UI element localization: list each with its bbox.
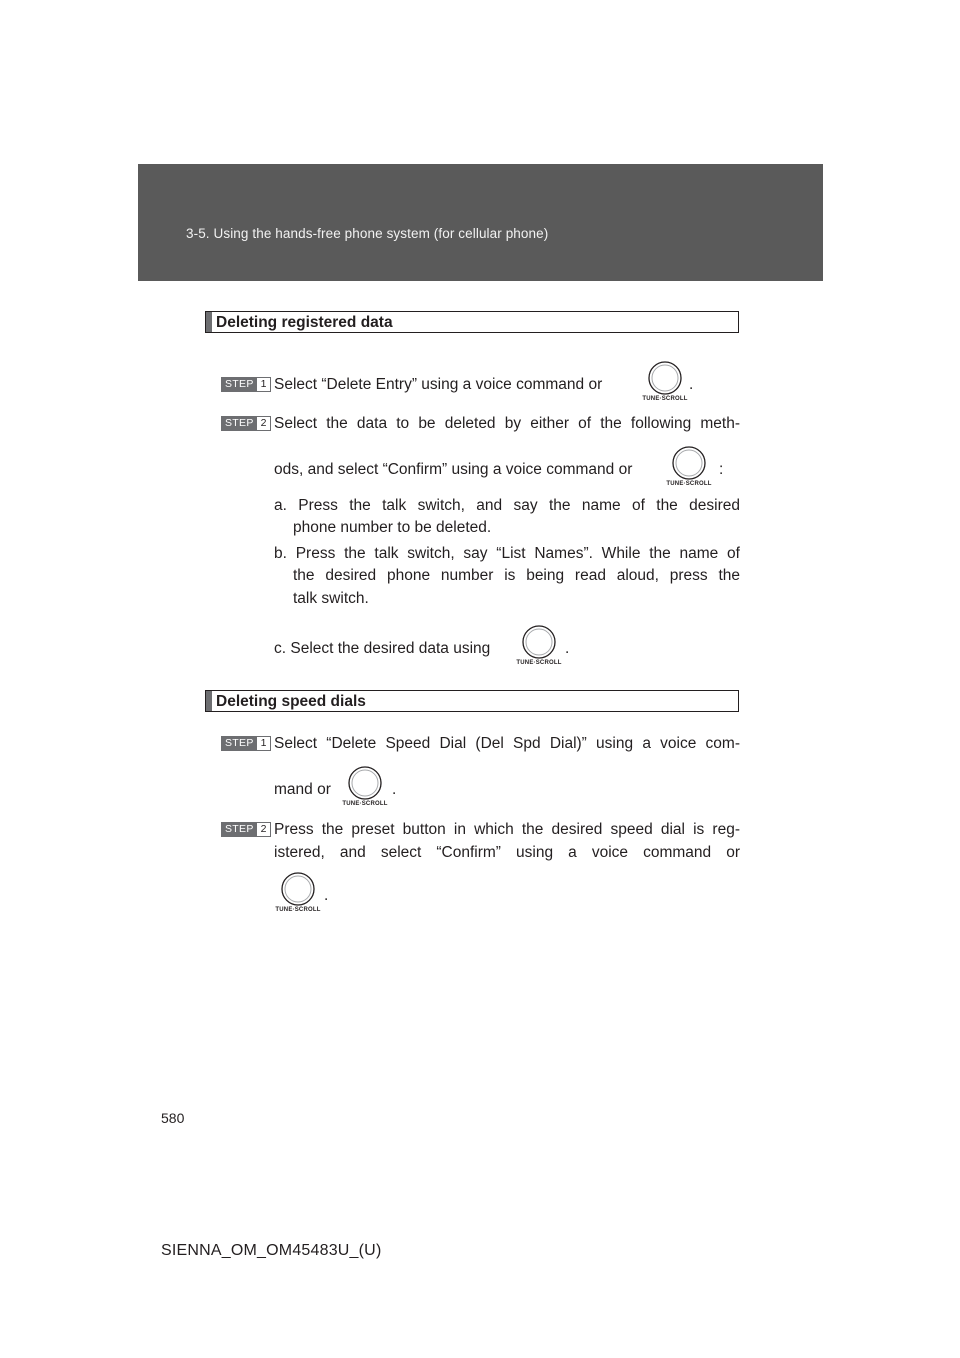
list-item-a-continued: phone number to be deleted.: [293, 519, 492, 536]
step-badge-word: STEP: [222, 378, 257, 391]
section-title: Deleting speed dials: [216, 693, 366, 710]
knob-label: TUNE·SCROLL: [642, 396, 688, 402]
section-title: Deleting registered data: [216, 314, 393, 331]
list-item-b-continued: talk switch.: [293, 590, 369, 607]
step-text-end: .: [689, 376, 694, 393]
tune-scroll-knob-icon: [514, 625, 564, 671]
step-badge-1: [221, 377, 271, 392]
tune-scroll-knob-icon: [664, 446, 714, 492]
knob-label: TUNE·SCROLL: [516, 660, 562, 666]
step-text: istered, and select “Confirm” using a voice command or: [274, 844, 740, 861]
chapter-title: 3-5. Using the hands-free phone system (for cellular phone): [186, 226, 549, 241]
section-heading-accent: [206, 312, 212, 332]
step-text-end: .: [392, 781, 397, 798]
page-number: 580: [161, 1110, 185, 1126]
step-text: ods, and select “Confirm” using a voice command or: [274, 461, 633, 478]
step-text: Select “Delete Speed Dial (Del Spd Dial)” using a voice com-: [274, 735, 740, 752]
step-badge-2: [221, 416, 271, 431]
list-item-c: c. Select the desired data using: [274, 640, 491, 657]
tune-scroll-knob-icon: [640, 361, 690, 407]
list-item-c-end: .: [565, 640, 570, 657]
step-text: Select “Delete Entry” using a voice command or: [274, 376, 603, 393]
document-code: SIENNA_OM_OM45483U_(U): [161, 1242, 382, 1259]
step-badge-number: 1: [257, 737, 271, 750]
step-badge-word: STEP: [222, 823, 257, 836]
step-badge-2: [221, 822, 271, 837]
knob-label: TUNE·SCROLL: [342, 801, 388, 807]
step-badge-number: 1: [257, 378, 271, 391]
section-heading-deleting-registered-data: [205, 311, 739, 333]
header-band: [138, 164, 823, 281]
step-text: Select the data to be deleted by either of the following meth-: [274, 415, 740, 432]
step-badge-word: STEP: [222, 417, 257, 430]
tune-scroll-knob-icon: [340, 766, 390, 812]
list-item-a: a. Press the talk switch, and say the name of the desired: [274, 497, 740, 514]
step-text: Press the preset button in which the desired speed dial is reg-: [274, 821, 740, 838]
tune-scroll-knob-icon: [273, 872, 323, 918]
step-text: mand or: [274, 781, 331, 798]
step-badge-number: 2: [257, 823, 271, 836]
step-badge-number: 2: [257, 417, 271, 430]
list-item-b: b. Press the talk switch, say “List Names”. While the name of: [274, 545, 740, 562]
section-heading-deleting-speed-dials: [205, 690, 739, 712]
knob-label: TUNE·SCROLL: [275, 907, 321, 913]
step-badge-1: [221, 736, 271, 751]
list-item-b-continued: the desired phone number is being read aloud, press the: [293, 567, 740, 584]
step-text-end: .: [324, 887, 329, 904]
step-badge-word: STEP: [222, 737, 257, 750]
step-text-end: :: [719, 461, 724, 478]
knob-label: TUNE·SCROLL: [666, 481, 712, 487]
section-heading-accent: [206, 691, 212, 711]
